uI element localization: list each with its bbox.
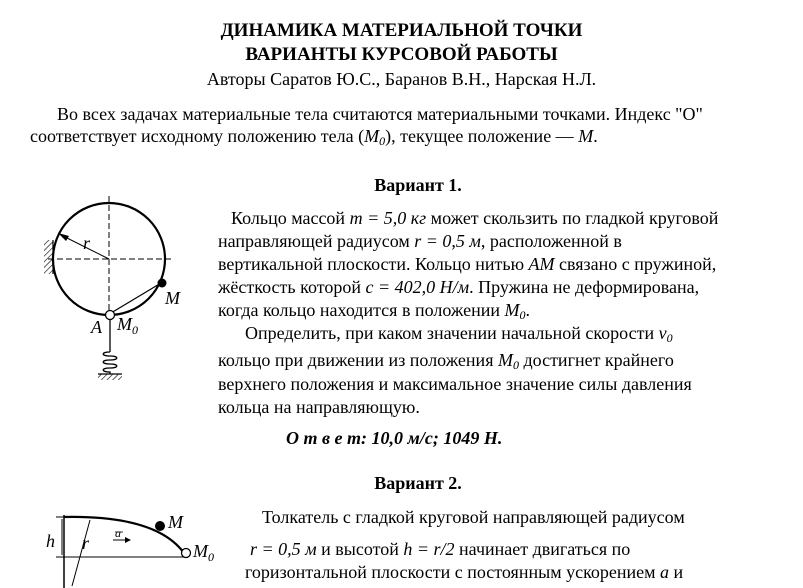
variant1-text-line-7: кольцо при движении из положения $M_0$ достигнет крайнего — [218, 350, 674, 372]
radius-label: r — [83, 233, 91, 253]
variant1-text-line-3: вертикальной плоскости. Кольцо нитью AM связано с пружиной, — [218, 254, 717, 274]
variant1-text-line-8: верхнего положения и максимальное значение силы давления — [218, 374, 692, 394]
point-a-label: A — [91, 317, 102, 337]
ring-m-label: M — [165, 288, 180, 308]
point-m — [155, 521, 165, 531]
variant1-text-line-6: Определить, при каком значении начальной скорости $v_0$ — [245, 323, 673, 345]
doc-title-line2: ВАРИАНТЫ КУРСОВОЙ РАБОТЫ — [245, 44, 558, 65]
variant2-heading: Вариант 2. — [374, 473, 462, 493]
variant2-text-line-3: горизонтальной плоскости с постоянным ускорением a и — [245, 562, 684, 582]
authors-line: Авторы Саратов Ю.С., Баранов В.Н., Нарская Н.Л. — [206, 69, 597, 89]
doc-title-line1: ДИНАМИКА МАТЕРИАЛЬНОЙ ТОЧКИ — [220, 20, 583, 41]
point-m0 — [182, 549, 191, 558]
r-line — [72, 520, 90, 586]
variant1-answer: О т в е т: 10,0 м/с; 1049 Н. — [286, 428, 503, 448]
accel-arrowhead — [125, 537, 131, 543]
variant1-text-line-2: направляющей радиусом r = 0,5 м, расположенной в — [218, 231, 622, 251]
variant2-text-line-2: r = 0,5 м и высотой h = r/2 начинает двигаться по — [250, 539, 631, 559]
variant1-text-line-4: жёсткость которой c = 402,0 Н/м. Пружина не деформирована, — [218, 277, 700, 297]
intro-line-2: соответствует исходному положению тела $(M_0)$, текущее положение — M. — [30, 126, 598, 148]
variant1-text-line-1: Кольцо массой m = 5,0 кг может скользить по гладкой круговой — [231, 208, 719, 228]
accel-label: a — [115, 526, 121, 540]
variant1-text-line-9: кольца на направляющую. — [218, 397, 420, 417]
r-label: r — [82, 533, 90, 553]
variant2-text-line-1: Толкатель с гладкой круговой направляющей радиусом — [262, 507, 685, 527]
variant1-heading: Вариант 1. — [374, 175, 462, 195]
h-label: h — [46, 531, 55, 551]
point-m0-label: $M_0$ — [193, 541, 214, 564]
variant1-text-line-5: когда кольцо находится в положении $M_0$. — [218, 300, 530, 322]
point-m-label: M — [168, 512, 183, 532]
intro-line-1: Во всех задачах материальные тела считаются материальными точками. Индекс "О" — [57, 104, 703, 124]
point-m0-label: $M_0$ — [117, 314, 138, 337]
